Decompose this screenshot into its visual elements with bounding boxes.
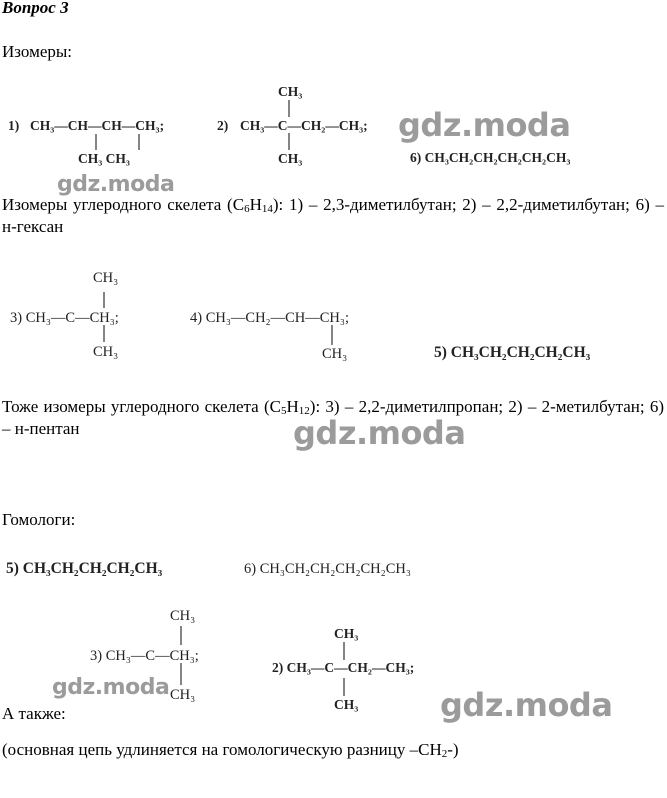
subscript: 5	[281, 405, 287, 417]
paragraph-text: H	[249, 195, 262, 214]
formula-3-bottom-methyl: CH₃	[93, 344, 119, 360]
watermark-logo: gdz.moda	[57, 172, 175, 197]
paragraph-text: H	[286, 397, 299, 416]
section-isomers-heading: Изомеры:	[2, 42, 73, 61]
homolog-difference-note	[2, 740, 459, 760]
watermark-logo: gdz.moda	[440, 686, 613, 724]
subscript: 14	[261, 203, 273, 215]
homolog-formula-3-top-methyl: CH₃	[170, 608, 196, 624]
formula-2-top-methyl: CH₃	[278, 84, 303, 99]
homolog-formula-5: 5) CH₃CH₂CH₂CH₂CH₃	[6, 560, 163, 577]
formula-1-main-chain: CH₃—CH—CH—CH₃;	[30, 118, 165, 133]
formula-1-label: 1)	[8, 118, 20, 133]
homolog-formula-6: 6) CH₃CH₂CH₂CH₂CH₂CH₃	[244, 561, 411, 577]
watermark-logo: gdz.moda	[52, 675, 170, 700]
formula-2-bottom-methyl: CH₃	[278, 151, 303, 166]
formula-3-top-methyl: CH₃	[93, 270, 119, 286]
paragraph-text: ): 1) – 2,3-диметилбутан; 2) – 2,2-диметилбутан; 6) – н-гексан	[2, 195, 664, 236]
watermark-logo: gdz.moda	[293, 414, 466, 452]
formula-6: 6) CH₃CH₂CH₂CH₂CH₂CH₃	[410, 150, 571, 165]
paragraph-isomers-c6	[2, 194, 664, 238]
watermark-logo: gdz.moda	[398, 106, 571, 144]
formula-1-substituents: CH₃ CH₃	[78, 151, 130, 166]
formula-2-label: 2)	[217, 118, 229, 133]
note-text: (основная цепь удлиняется на гомологическую разницу –CH	[2, 740, 442, 759]
paragraph-text: ): 3) – 2,2-диметилпропан; 2) – 2-метилбутан; 6) – н-пентан	[2, 397, 664, 438]
homolog-formula-2-bottom-methyl: CH₃	[334, 697, 359, 712]
page-title: Вопрос 3	[2, 0, 69, 17]
subscript: 12	[298, 405, 310, 417]
homolog-formula-3-main-chain: 3) CH₃—C—CH₃;	[90, 648, 199, 664]
formula-2-main-chain: CH₃—C—CH₂—CH₃;	[240, 118, 368, 133]
formula-4-bottom-methyl: CH₃	[322, 346, 348, 362]
homolog-formula-2-main-chain: 2) CH₃—C—CH₂—CH₃;	[272, 660, 415, 675]
homolog-formula-3-bottom-methyl: CH₃	[170, 687, 196, 703]
formula-4-main-chain: 4) CH₃—CH₂—CH—CH₃;	[190, 310, 349, 326]
paragraph-text: Тоже изомеры углеродного скелета (C	[2, 397, 281, 416]
subscript: 2	[441, 748, 448, 760]
paragraph-text: Изомеры углеродного скелета (C	[2, 195, 245, 214]
subscript: 6	[244, 203, 250, 215]
also-label: А также:	[2, 704, 66, 723]
homolog-formula-2-top-methyl: CH₃	[334, 626, 359, 641]
formula-5: 5) CH₃CH₂CH₂CH₂CH₃	[434, 344, 591, 361]
note-text: -)	[447, 740, 459, 759]
formula-3-main-chain: 3) CH₃—C—CH₃;	[10, 310, 119, 326]
section-homologs-heading: Гомологи:	[2, 510, 76, 529]
